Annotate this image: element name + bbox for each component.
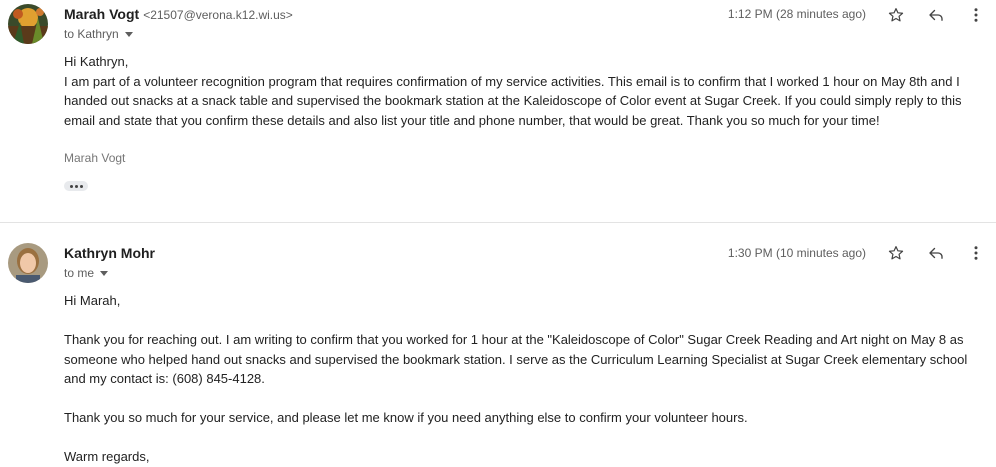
more-vert-icon [967, 6, 985, 24]
avatar-kathryn[interactable] [8, 243, 48, 283]
show-trimmed-content-button[interactable] [64, 181, 88, 191]
dot [75, 185, 78, 188]
greeting: Hi Marah, [64, 293, 121, 308]
reply-button[interactable] [924, 241, 948, 265]
star-icon [887, 6, 905, 24]
greeting: Hi Kathryn, [64, 54, 129, 69]
avatar-marah[interactable] [8, 4, 48, 44]
recipient-dropdown[interactable] [64, 27, 133, 41]
email-message-kathryn [0, 223, 996, 464]
body-paragraph: Thank you for reaching out. I am writing to confirm that you worked for 1 hour at the "Kaleidoscope of Color" Sugar Creek Reading and Art night on May 8 as someone who helped hand out snacks and supervised the bookmark station. I serve as the Curriculum Learning Specialist at Sugar Creek elementary school and my contact is: (608) 845-4128. [64, 332, 968, 386]
chevron-down-icon [125, 32, 133, 37]
message-timestamp: 1:12 PM (28 minutes ago) [727, 7, 866, 21]
sender-email: <21507@verona.k12.wi.us> [143, 8, 293, 22]
recipient-label: to Kathryn [64, 27, 119, 41]
dot [70, 185, 73, 188]
star-icon [887, 244, 905, 262]
more-options-button[interactable] [964, 3, 988, 27]
email-message-marah [0, 0, 996, 222]
dot [80, 185, 83, 188]
recipient-label: to me [64, 266, 95, 280]
reply-icon [927, 244, 945, 262]
recipient-dropdown[interactable] [64, 266, 108, 280]
star-button[interactable] [884, 3, 908, 27]
more-options-button[interactable] [964, 241, 988, 265]
closing: Warm regards, [64, 449, 150, 464]
message-body [64, 291, 984, 467]
reply-icon [927, 6, 945, 24]
star-button[interactable] [884, 241, 908, 265]
sender-name[interactable]: Kathryn Mohr [64, 245, 155, 261]
more-vert-icon [967, 244, 985, 262]
message-timestamp: 1:30 PM (10 minutes ago) [727, 246, 866, 260]
body-paragraph: Thank you so much for your service, and please let me know if you need anything else to confirm your volunteer hours. [64, 410, 748, 425]
body-paragraph: I am part of a volunteer recognition program that requires confirmation of my service activities. This email is to confirm that I worked 1 hour on May 8th and I handed out snacks at a snack table and supervised the bookmark station at the Kaleidoscope of Color event at Sugar Creek. If you could simply reply to this email and state that you confirm these details and also list your title and phone number, that would be great. Thank you so much for your time! [64, 73, 962, 128]
sender-name[interactable]: Marah Vogt <21507@verona.k12.wi.us> [64, 6, 293, 22]
message-body [64, 52, 984, 130]
reply-button[interactable] [924, 3, 948, 27]
signature: Marah Vogt [64, 151, 126, 165]
chevron-down-icon [100, 271, 108, 276]
